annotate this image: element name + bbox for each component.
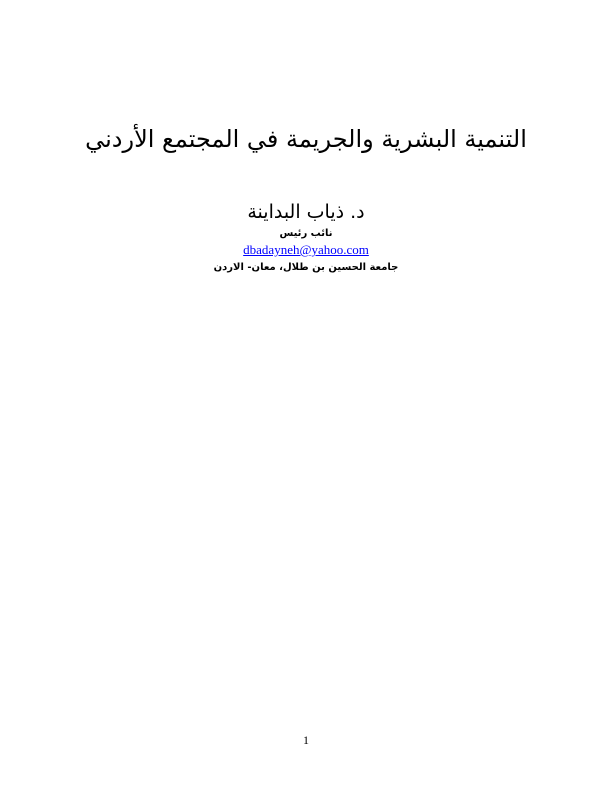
document-title: التنمية البشرية والجريمة في المجتمع الأردني (85, 125, 527, 153)
author-email (0, 241, 612, 259)
author-affiliation: جامعة الحسين بن طلال، معان- الاردن (213, 262, 399, 273)
email-link[interactable]: dbadayneh@yahoo.com (243, 242, 369, 257)
author-name: د. ذياب البداينة (247, 201, 365, 223)
page-number: 1 (303, 733, 309, 747)
author-position: نائب رئيس (279, 228, 333, 239)
